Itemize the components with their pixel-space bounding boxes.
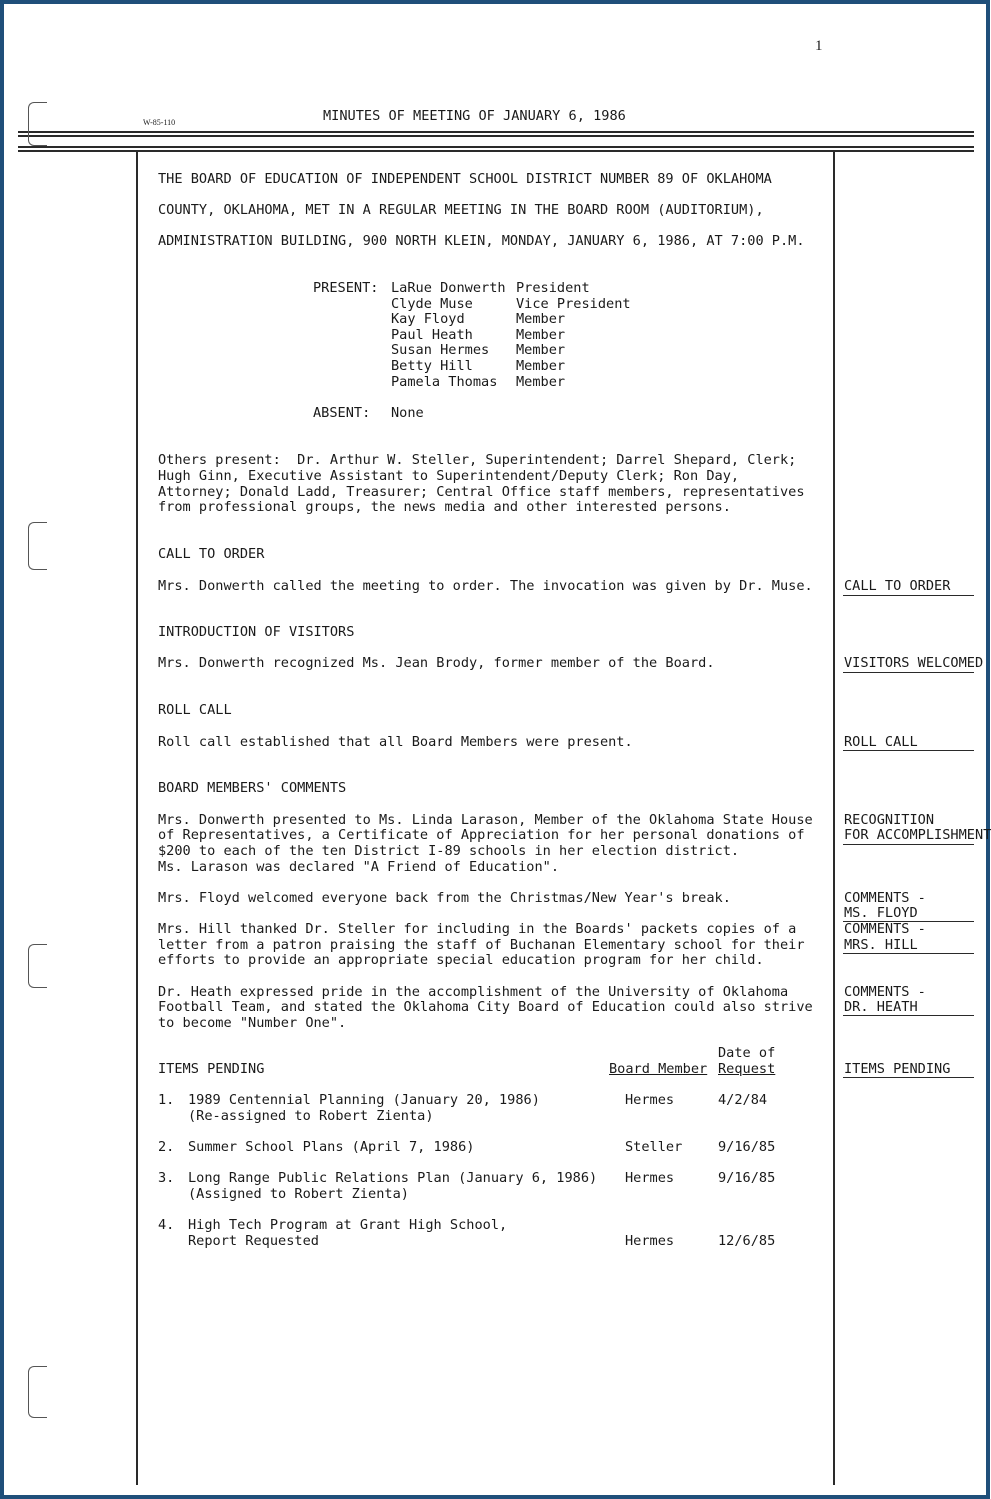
member-name: Pamela Thomas xyxy=(391,374,498,390)
column-header-member: Board Member xyxy=(609,1061,708,1077)
intro-line: ADMINISTRATION BUILDING, 900 NORTH KLEIN, MONDAY, JANUARY 6, 1986, AT 7:00 P.M. xyxy=(158,233,805,249)
section-text: Mrs. Donwerth presented to Ms. Linda Larason, Member of the Oklahoma State House xyxy=(158,812,813,828)
section-text: of Representatives, a Certificate of Appreciation for her personal donations of xyxy=(158,827,805,843)
member-name: Betty Hill xyxy=(391,358,473,374)
absent-label: ABSENT: xyxy=(313,405,371,421)
section-text: Football Team, and stated the Oklahoma City Board of Education could also strive xyxy=(158,999,813,1015)
section-text: Roll call established that all Board Members were present. xyxy=(158,734,633,750)
section-heading: ROLL CALL xyxy=(158,702,232,718)
header-rule xyxy=(18,131,974,133)
item-date: 4/2/84 xyxy=(718,1092,768,1108)
item-title: 1989 Centennial Planning (January 20, 1986) xyxy=(188,1092,540,1108)
binder-hole xyxy=(28,522,47,570)
others-line: from professional groups, the news media and other interested persons. xyxy=(158,499,731,515)
binder-hole xyxy=(28,944,47,988)
margin-note-rule xyxy=(843,672,974,673)
item-member: Hermes xyxy=(625,1092,675,1108)
page-number: 1 xyxy=(815,38,823,54)
item-date: 12/6/85 xyxy=(718,1233,776,1249)
section-text: Mrs. Donwerth recognized Ms. Jean Brody, former member of the Board. xyxy=(158,655,715,671)
item-number: 1. xyxy=(158,1092,175,1108)
member-name: LaRue Donwerth xyxy=(391,280,506,296)
margin-note: VISITORS WELCOMED xyxy=(844,655,984,671)
section-heading: ITEMS PENDING xyxy=(158,1061,265,1077)
member-role: President xyxy=(516,280,590,296)
member-role: Member xyxy=(516,374,566,390)
right-margin-rule xyxy=(833,150,835,1485)
margin-note-rule xyxy=(843,595,974,596)
column-header-date: Date of xyxy=(718,1045,776,1061)
absent-value: None xyxy=(391,405,424,421)
margin-note-clip xyxy=(844,655,984,672)
binder-hole xyxy=(28,1366,47,1418)
left-margin-rule xyxy=(136,150,138,1485)
margin-note: COMMENTS - xyxy=(844,890,926,906)
column-header-date: Request xyxy=(718,1061,776,1077)
item-subtitle: (Assigned to Robert Zienta) xyxy=(188,1186,409,1202)
member-role: Member xyxy=(516,327,566,343)
margin-note: CALL TO ORDER xyxy=(844,578,951,594)
margin-note-clip xyxy=(844,827,991,844)
section-text: Mrs. Hill thanked Dr. Steller for including in the Boards' packets copies of a xyxy=(158,921,797,937)
intro-line: COUNTY, OKLAHOMA, MET IN A REGULAR MEETING IN THE BOARD ROOM (AUDITORIUM), xyxy=(158,202,764,218)
header-rule xyxy=(18,150,974,152)
header-rule xyxy=(18,135,974,137)
margin-note-rule xyxy=(843,1015,974,1016)
others-line: Others present: Dr. Arthur W. Steller, Superintendent; Darrel Shepard, Clerk; xyxy=(158,452,797,468)
member-name: Clyde Muse xyxy=(391,296,473,312)
member-role: Member xyxy=(516,311,566,327)
margin-note: COMMENTS - xyxy=(844,984,926,1000)
section-text: to become "Number One". xyxy=(158,1015,347,1031)
margin-note: ITEMS PENDING xyxy=(844,1061,951,1077)
member-role: Vice President xyxy=(516,296,631,312)
item-member: Steller xyxy=(625,1139,683,1155)
item-number: 2. xyxy=(158,1139,175,1155)
margin-note: DR. HEATH xyxy=(844,999,918,1015)
margin-note: COMMENTS - xyxy=(844,921,926,937)
section-text: $200 to each of the ten District I-89 schools in her election district. xyxy=(158,843,740,859)
margin-note: MS. FLOYD xyxy=(844,905,918,921)
header-rule xyxy=(18,146,974,148)
member-name: Kay Floyd xyxy=(391,311,465,327)
present-label: PRESENT: xyxy=(313,280,379,296)
section-text: Mrs. Donwerth called the meeting to order. The invocation was given by Dr. Muse. xyxy=(158,578,813,594)
section-text: Mrs. Floyd welcomed everyone back from the Christmas/New Year's break. xyxy=(158,890,731,906)
margin-note: MRS. HILL xyxy=(844,937,918,953)
item-number: 4. xyxy=(158,1217,175,1233)
member-role: Member xyxy=(516,342,566,358)
item-title: Long Range Public Relations Plan (January 6, 1986) xyxy=(188,1170,598,1186)
member-role: Member xyxy=(516,358,566,374)
margin-note: RECOGNITION xyxy=(844,812,935,828)
intro-line: THE BOARD OF EDUCATION OF INDEPENDENT SCHOOL DISTRICT NUMBER 89 OF OKLAHOMA xyxy=(158,171,772,187)
item-member: Hermes xyxy=(625,1170,675,1186)
item-subtitle: (Re-assigned to Robert Zienta) xyxy=(188,1108,434,1124)
margin-note: FOR ACCOMPLISHMENT xyxy=(844,827,991,843)
page-title: MINUTES OF MEETING OF JANUARY 6, 1986 xyxy=(323,108,626,124)
binder-hole xyxy=(28,102,47,146)
others-line: Hugh Ginn, Executive Assistant to Superintendent/Deputy Clerk; Ron Day, xyxy=(158,468,740,484)
member-name: Paul Heath xyxy=(391,327,473,343)
form-number: W-85-110 xyxy=(143,118,176,127)
item-date: 9/16/85 xyxy=(718,1139,776,1155)
section-heading: BOARD MEMBERS' COMMENTS xyxy=(158,780,347,796)
member-name: Susan Hermes xyxy=(391,342,490,358)
item-date: 9/16/85 xyxy=(718,1170,776,1186)
item-number: 3. xyxy=(158,1170,175,1186)
item-title: Summer School Plans (April 7, 1986) xyxy=(188,1139,475,1155)
item-member: Hermes xyxy=(625,1233,675,1249)
section-text: letter from a patron praising the staff of Buchanan Elementary school for their xyxy=(158,937,805,953)
margin-note: ROLL CALL xyxy=(844,734,918,750)
margin-note-rule xyxy=(843,844,974,845)
section-text: Ms. Larason was declared "A Friend of Education". xyxy=(158,859,560,875)
margin-note-rule xyxy=(843,750,974,751)
margin-note-rule xyxy=(843,953,974,954)
others-line: Attorney; Donald Ladd, Treasurer; Central Office staff members, representatives xyxy=(158,484,805,500)
item-title: High Tech Program at Grant High School, xyxy=(188,1217,508,1233)
section-text: efforts to provide an appropriate special education program for her child. xyxy=(158,952,764,968)
section-text: Dr. Heath expressed pride in the accomplishment of the University of Oklahoma xyxy=(158,984,789,1000)
section-heading: CALL TO ORDER xyxy=(158,546,265,562)
section-heading: INTRODUCTION OF VISITORS xyxy=(158,624,355,640)
item-subtitle: Report Requested xyxy=(188,1233,319,1249)
margin-note-rule xyxy=(843,1077,974,1078)
